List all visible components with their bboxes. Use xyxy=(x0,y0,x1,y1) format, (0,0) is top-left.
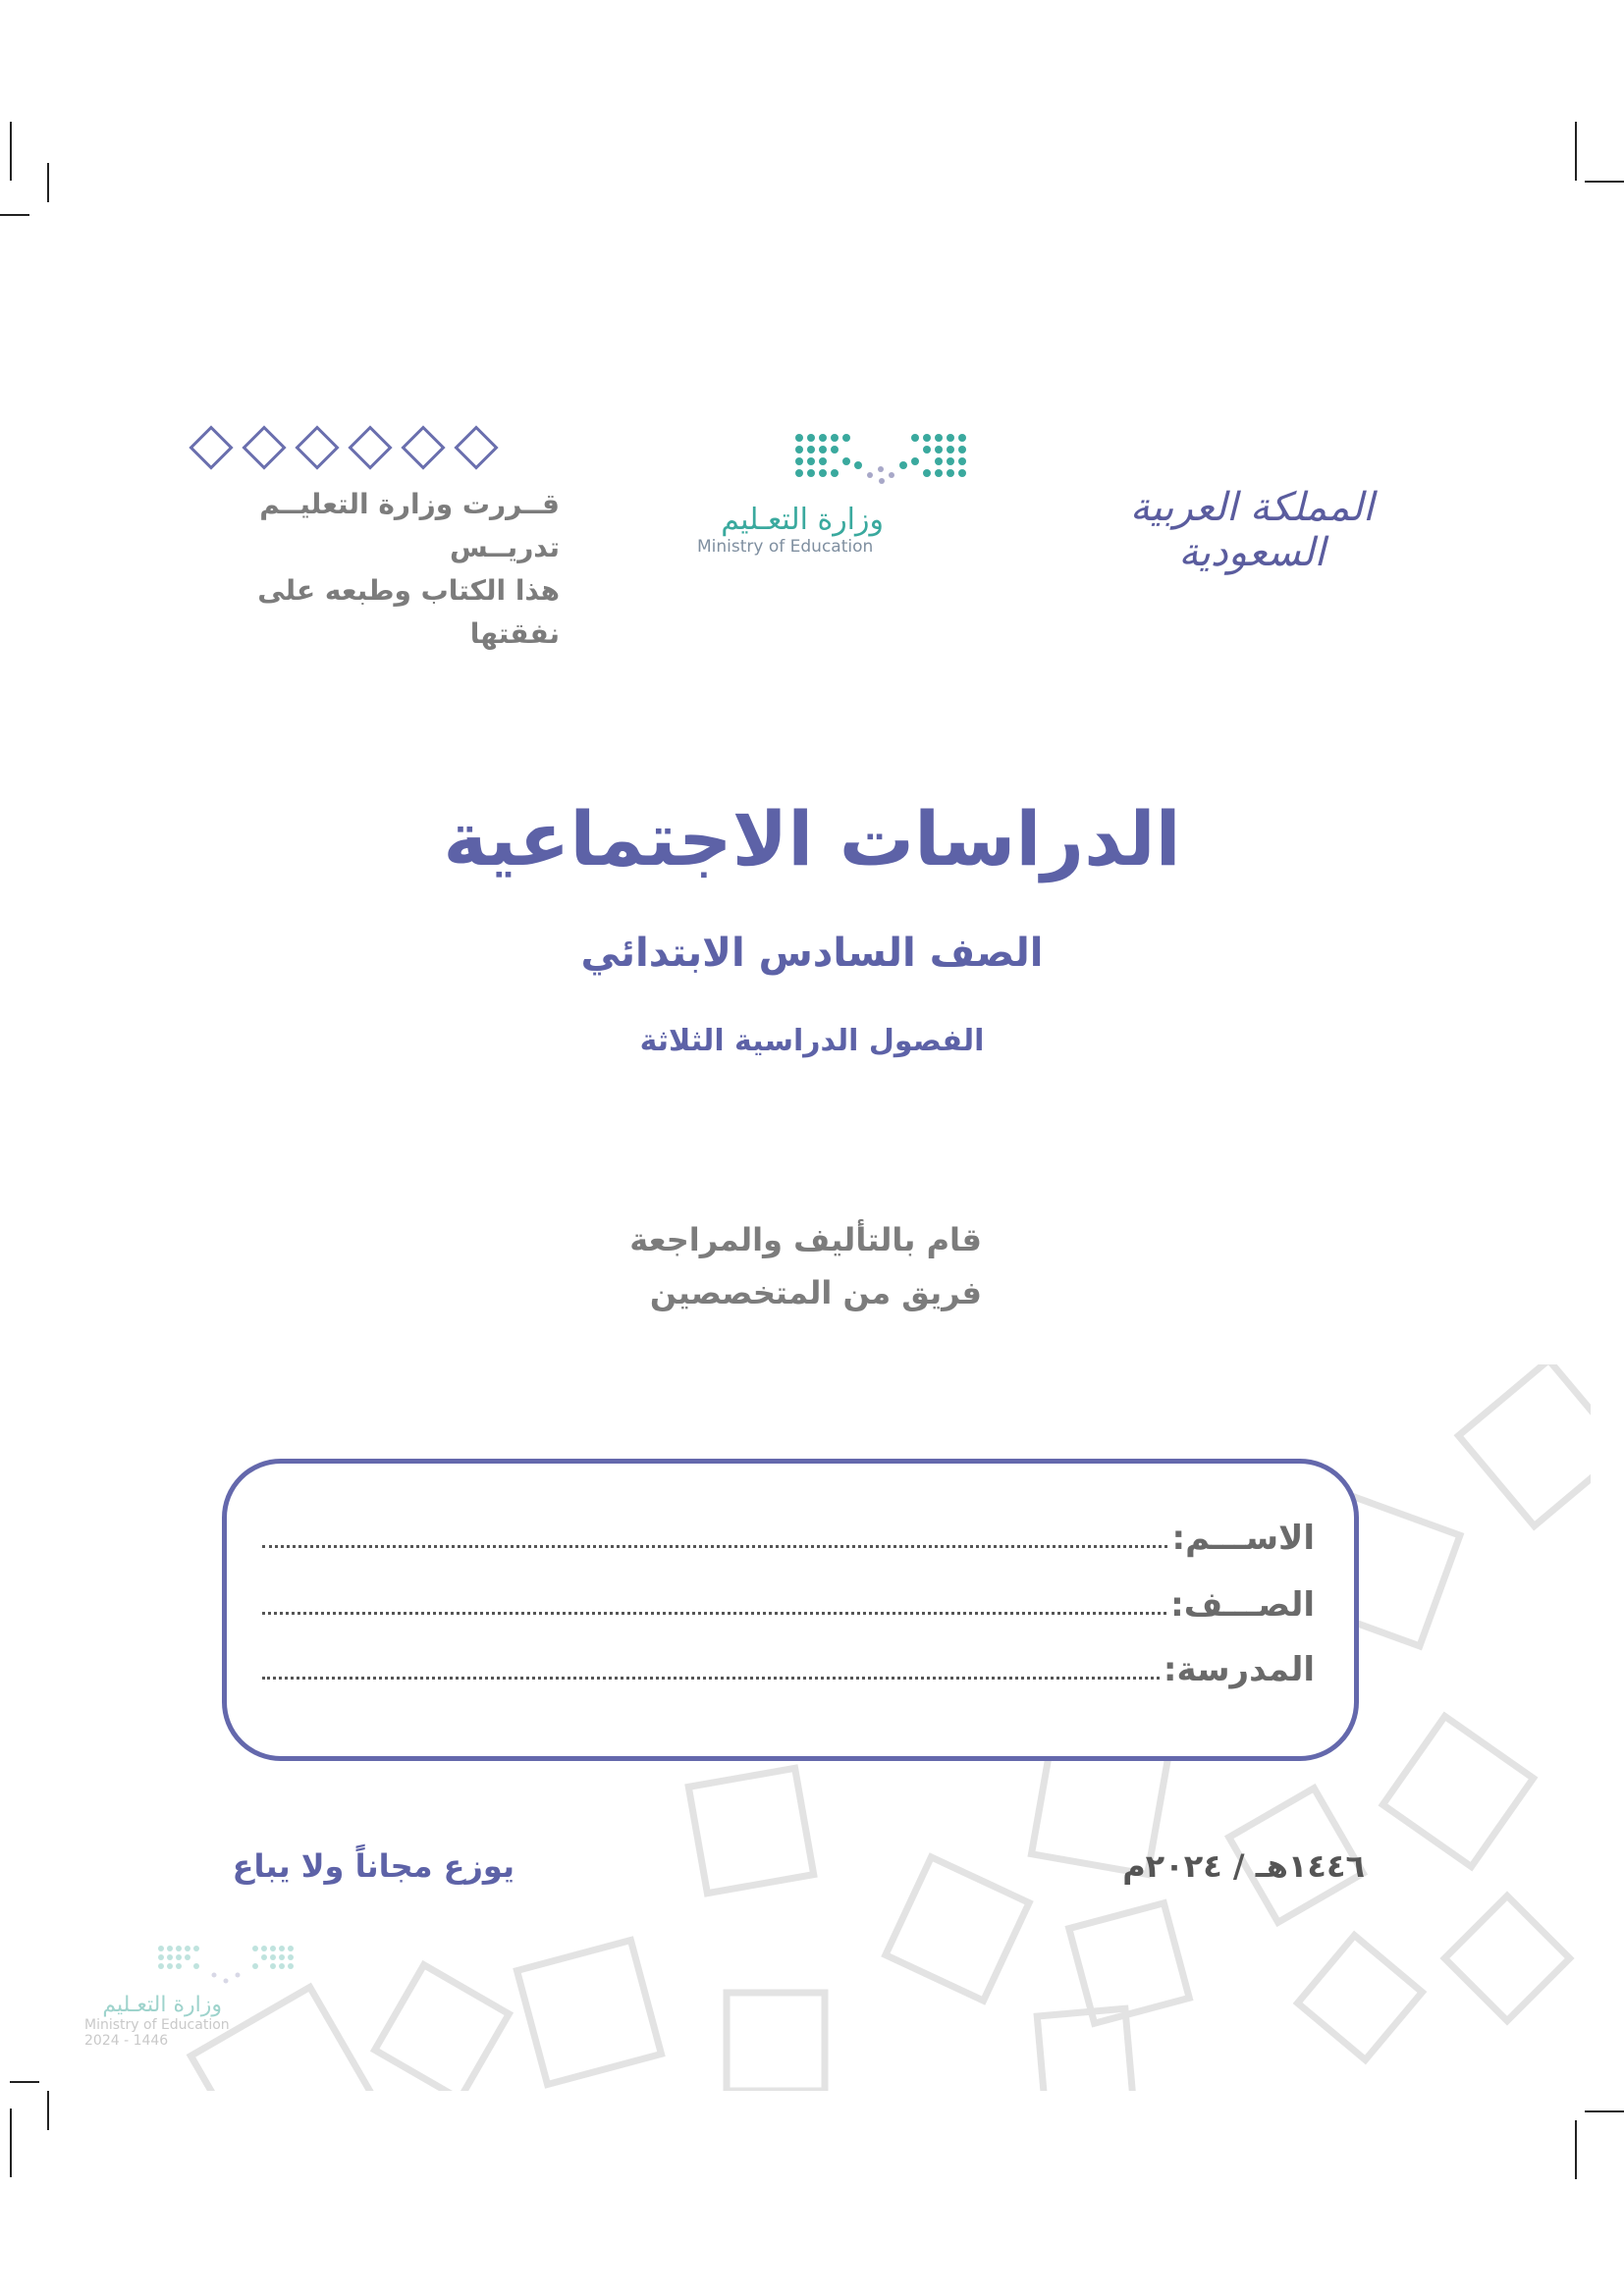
kingdom-calligraphy-logo: المملكة العربية السعودية xyxy=(1129,485,1375,575)
school-field[interactable] xyxy=(262,1677,1160,1680)
book-title: الدراسات الاجتماعية xyxy=(443,795,1181,882)
watermark-year: 2024 - 1446 xyxy=(84,2033,169,2049)
crop-mark xyxy=(10,122,12,181)
name-field[interactable] xyxy=(262,1545,1167,1548)
decorative-diamonds xyxy=(189,426,499,469)
ministry-name-english: Ministry of Education xyxy=(697,537,874,557)
diamond-icon xyxy=(242,425,286,469)
crop-mark xyxy=(1585,181,1624,183)
crop-mark xyxy=(10,2109,12,2177)
approval-statement xyxy=(177,483,560,656)
credits-line-1: قام بالتأليف والمراجعة xyxy=(629,1221,982,1258)
diamond-icon xyxy=(454,425,498,469)
class-row xyxy=(262,1575,1315,1625)
diamond-icon xyxy=(401,425,445,469)
watermark-ministry-arabic: وزارة التعـليم xyxy=(102,1993,222,2017)
crop-mark xyxy=(1575,2120,1577,2179)
class-label: الصـــف: xyxy=(1170,1585,1315,1625)
crop-mark xyxy=(0,214,29,216)
crop-mark xyxy=(1585,2110,1624,2112)
watermark-dots-icon xyxy=(84,1944,310,1989)
diamond-icon xyxy=(295,425,339,469)
watermark-ministry-english: Ministry of Education xyxy=(84,2017,230,2033)
free-distribution-notice: يوزع مجاناً ولا يباع xyxy=(232,1847,514,1885)
crop-mark xyxy=(47,2091,49,2130)
watermark-logo xyxy=(84,1944,310,2049)
name-row xyxy=(262,1509,1315,1558)
ministry-logo xyxy=(697,432,982,557)
crop-mark xyxy=(10,2081,39,2083)
approval-line-2: هذا الكتاب وطبعه على نفقتها xyxy=(257,574,560,650)
class-field[interactable] xyxy=(262,1612,1166,1615)
credits-block xyxy=(589,1213,982,1319)
student-info-box xyxy=(222,1459,1359,1761)
terms-subtitle: الفصول الدراسية الثلاثة xyxy=(639,1024,985,1058)
publication-year: ١٤٤٦هـ / ٢٠٢٤م xyxy=(1122,1847,1365,1885)
crop-mark xyxy=(1575,122,1577,181)
grade-title: الصف السادس الابتدائي xyxy=(580,931,1044,976)
diamond-icon xyxy=(348,425,392,469)
ministry-dots-icon xyxy=(697,432,982,491)
crop-mark xyxy=(47,163,49,202)
ministry-name-arabic: وزارة التعـليم xyxy=(721,503,884,537)
approval-line-1: قــررت وزارة التعليــم تدريــس xyxy=(259,488,560,563)
school-label: المدرسة: xyxy=(1163,1650,1315,1689)
name-label: الاســـم: xyxy=(1171,1519,1315,1558)
school-row xyxy=(262,1640,1315,1689)
credits-line-2: فريق من المتخصصين xyxy=(649,1274,982,1311)
diamond-icon xyxy=(189,425,233,469)
